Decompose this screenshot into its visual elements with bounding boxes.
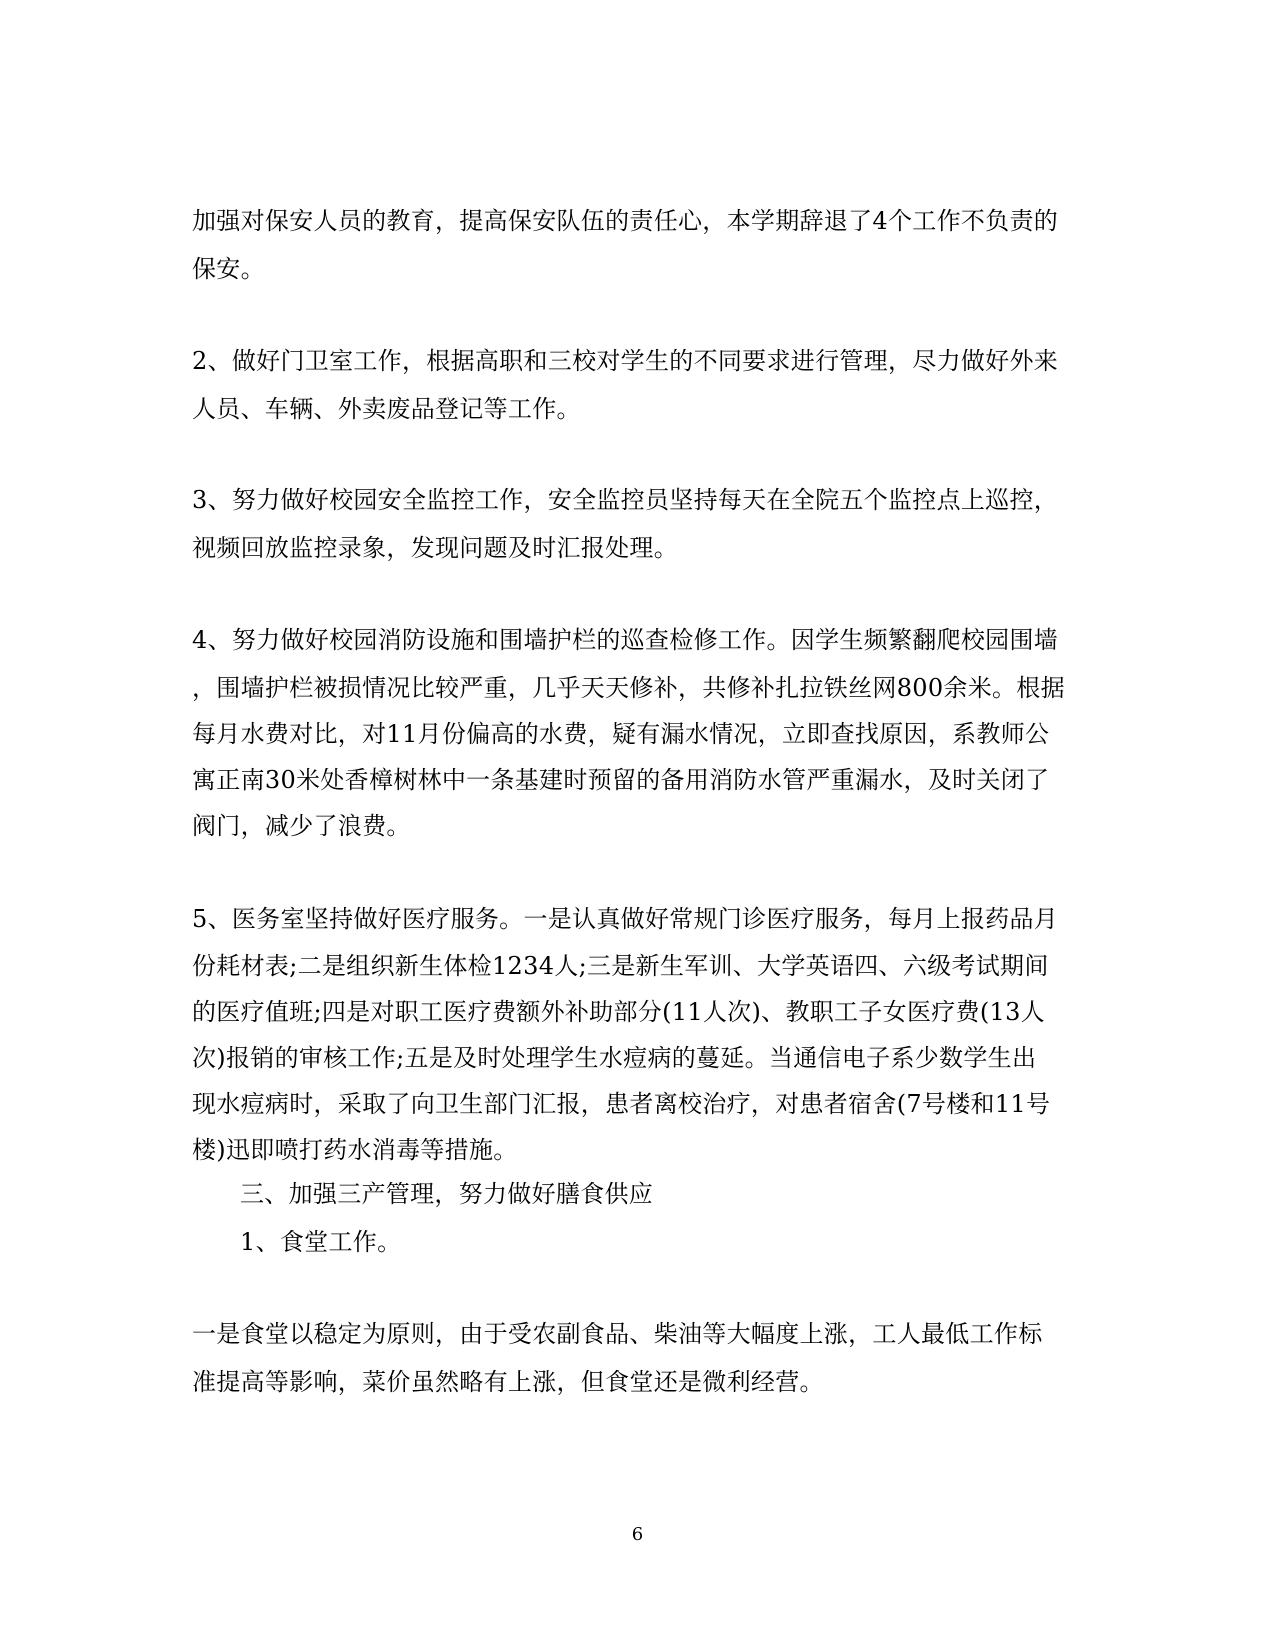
paragraph-4-line-4: 寓正南30米处香樟树林中一条基建时预留的备用消防水管严重漏水，及时关闭了 (192, 766, 1050, 794)
paragraph-4-line-2: ，围墙护栏被损情况比较严重，几乎天天修补，共修补扎拉铁丝网800余米。根据 (192, 674, 1065, 702)
paragraph-1-line-2: 保安。 (192, 255, 265, 283)
paragraph-5-line-1: 5、医务室坚持做好医疗服务。一是认真做好常规门诊医疗服务，每月上报药品月 (192, 905, 1059, 933)
paragraph-5-line-3: 的医疗值班;四是对职工医疗费额外补助部分(11人次)、教职工子女医疗费(13人 (192, 998, 1045, 1026)
paragraph-5-line-6: 楼)迅即喷打药水消毒等措施。 (192, 1136, 518, 1164)
closing-paragraph-line-2: 准提高等影响，菜价虽然略有上涨，但食堂还是微利经营。 (192, 1368, 824, 1396)
paragraph-3-line-2: 视频回放监控录象，发现问题及时汇报处理。 (192, 534, 678, 562)
paragraph-1-line-1: 加强对保安人员的教育，提高保安队伍的责任心，本学期辞退了4个工作不负责的 (192, 207, 1059, 235)
paragraph-2-line-2: 人员、车辆、外卖废品登记等工作。 (192, 395, 581, 423)
paragraph-4-line-3: 每月水费对比，对11月份偏高的水费，疑有漏水情况，立即查找原因，系教师公 (192, 720, 1050, 748)
paragraph-4-line-5: 阀门，减少了浪费。 (192, 812, 411, 840)
paragraph-3-line-1: 3、努力做好校园安全监控工作，安全监控员坚持每天在全院五个监控点上巡控， (192, 486, 1059, 514)
paragraph-2-line-1: 2、做好门卫室工作，根据高职和三校对学生的不同要求进行管理，尽力做好外来 (192, 347, 1059, 375)
paragraph-5-line-5: 现水痘病时，采取了向卫生部门汇报，患者离校治疗，对患者宿舍(7号楼和11号 (192, 1090, 1051, 1118)
closing-paragraph-line-1: 一是食堂以稳定为原则，由于受农副食品、柴油等大幅度上涨，工人最低工作标 (192, 1320, 1043, 1348)
subsection-heading: 1、食堂工作。 (240, 1228, 402, 1256)
paragraph-5-line-2: 份耗材表;二是组织新生体检1234人;三是新生军训、大学英语四、六级考试期间 (192, 952, 1049, 980)
paragraph-5-line-4: 次)报销的审核工作;五是及时处理学生水痘病的蔓延。当通信电子系少数学生出 (192, 1044, 1037, 1072)
paragraph-4-line-1: 4、努力做好校园消防设施和围墙护栏的巡查检修工作。因学生频繁翻爬校园围墙 (192, 626, 1059, 654)
section-heading: 三、加强三产管理，努力做好膳食供应 (240, 1180, 654, 1208)
page-number: 6 (631, 1524, 644, 1545)
